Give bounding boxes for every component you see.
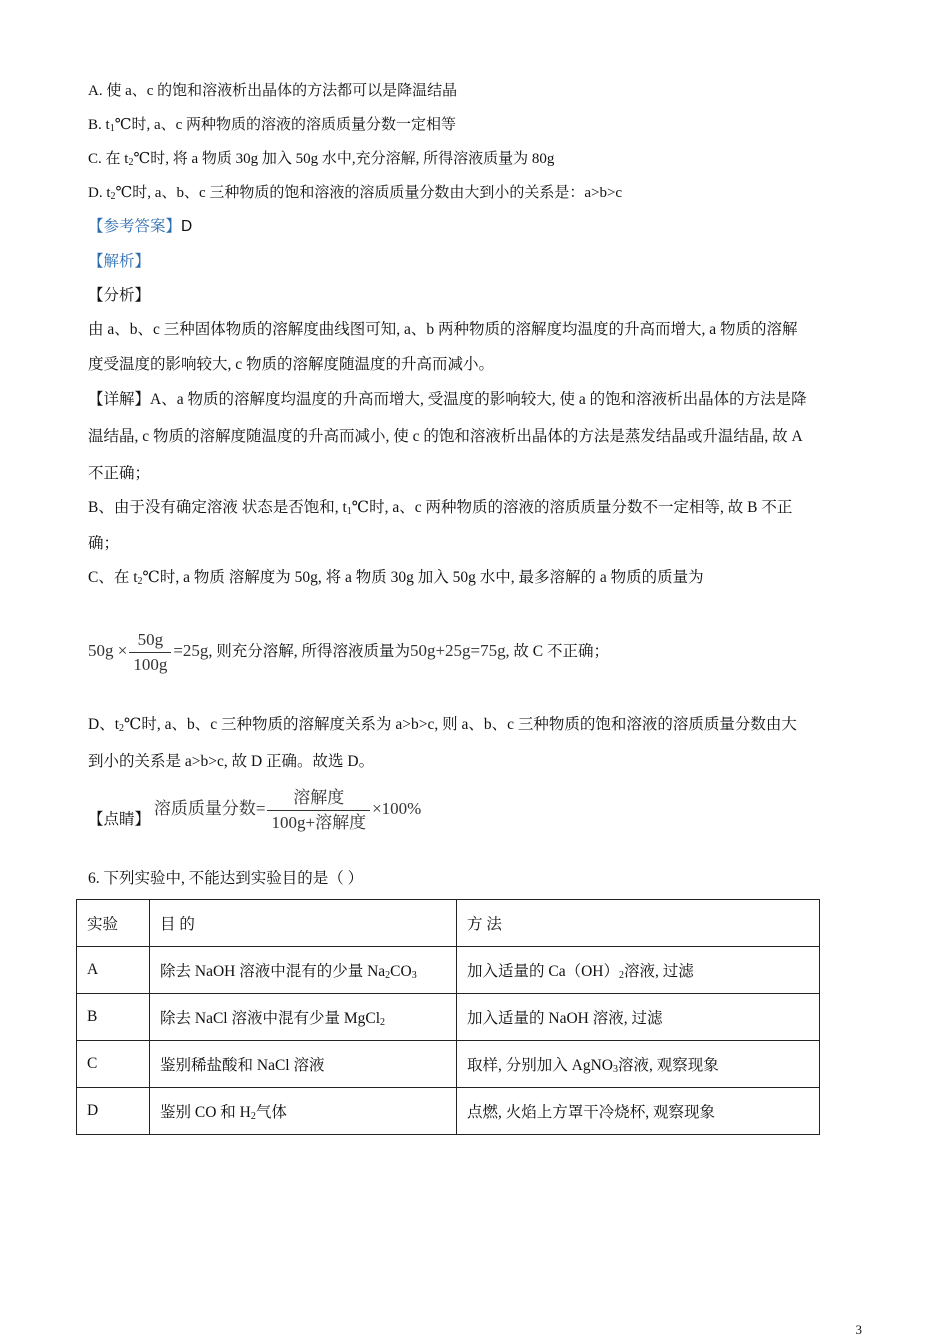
detail-d-suffix: ℃时, a、b、c 三种物质的溶解度关系为 a>b>c, 则 a、b、c 三种物质的饱和溶液的溶质质量分数由大 [124,716,797,733]
detail-b-prefix: B、由于没有确定溶液 状态是否饱和, t [88,499,347,516]
method-text: 取样, 分别加入 AgNO [467,1057,613,1074]
option-b-prefix: B. t [88,117,110,133]
detail-c-formula-line [88,630,609,675]
method-text-b: 溶液, 观察现象 [617,1057,719,1074]
fenxi-line-2: 度受温度的影响较大, c 物质的溶解度随温度的升高而减小。 [88,356,495,373]
detail-d-line-2: 到小的关系是 a>b>c, 故 D 正确。故选 D。 [88,753,375,770]
table-row [77,947,820,994]
purpose-text: 鉴别 CO 和 H [160,1104,251,1121]
option-d [88,182,622,204]
row-method [457,947,820,994]
fenxi-label: 【分析】 [88,287,151,304]
detail-b-suffix: ℃时, a、c 两种物质的溶液的溶质质量分数不一定相等, 故 B 不正 [351,499,793,516]
option-b-suffix: ℃时, a、c 两种物质的溶液的溶质质量分数一定相等 [114,117,457,133]
detail-c-text-mid: , 则充分溶解, 所得溶液质量为 [208,643,410,661]
option-b-sub: 1 [109,123,115,134]
row-method: 加入适量的 NaOH 溶液, 过滤 [457,994,820,1041]
dianjing-label: 【点睛】 [88,811,151,829]
detail-c-line-1 [88,567,704,589]
detail-c-sub: 2 [137,576,143,587]
detail-d-prefix: D、t [88,716,120,733]
table-row [77,1088,820,1135]
dianjing-line [88,788,421,840]
purpose-sub: 2 [380,1017,386,1028]
purpose-text: 除去 NaCl 溶液中混有少量 MgCl [160,1010,381,1027]
fraction-numerator: 50g [129,630,171,653]
purpose-sub: 2 [250,1111,256,1122]
detail-a-line-3: 不正确； [88,465,151,482]
option-d-prefix: D. t [88,185,111,201]
detail-a-line-2: 温结晶, c 物质的溶解度随温度的升高而减小, 使 c 的饱和溶液析出晶体的方法是蒸发结晶或升温结晶, 故 A [88,428,803,445]
detail-d-line-1 [88,714,797,736]
detail-b-line-2: 确； [88,535,120,552]
reference-answer [88,216,192,238]
purpose-text: 除去 NaOH 溶液中混有的少量 Na [160,963,386,980]
purpose-sub-2: 3 [411,970,417,981]
detail-b-sub: 1 [346,506,352,517]
dianjing-fraction [267,788,370,833]
method-text-b: 溶液, 过滤 [623,963,694,980]
table-header-row [77,900,820,947]
option-b [88,114,456,136]
option-c-sub: 2 [128,157,134,168]
header-cell-purpose: 目 的 [150,900,457,947]
detail-b-line-1 [88,497,792,519]
method-text: 加入适量的 Ca（OH） [467,963,619,980]
formula-result: =25g [173,641,209,661]
option-d-sub: 2 [110,191,116,202]
table-row [77,994,820,1041]
option-d-suffix: ℃时, a、b、c 三种物质的饱和溶液的溶质质量分数由大到小的关系是：a>b>c [115,185,623,201]
fraction-denominator: 100g [133,655,168,674]
dianjing-denominator: 100g+溶解度 [271,813,367,832]
formula-mass-times: 50g × [88,641,128,661]
detail-c-prefix: C、在 t [88,569,138,586]
detail-d-sub: 2 [119,723,125,734]
row-id: C [77,1041,150,1088]
row-id: B [77,994,150,1041]
q6-stem: 6. 下列实验中, 不能达到实验目的是（ ） [88,870,364,887]
option-a-text: A. 使 a、c 的饱和溶液析出晶体的方法都可以是降温结晶 [88,83,458,99]
detail-label: 【详解】 [88,391,151,408]
row-purpose [150,994,457,1041]
answer-value: D [181,218,193,235]
dianjing-numerator: 溶解度 [267,788,370,811]
purpose-sub: 2 [385,970,391,981]
detail-c-text-end: , 故 C 不正确； [505,643,609,661]
q6-table [76,899,820,1135]
row-purpose [150,1088,457,1135]
purpose-text-b: CO [390,963,412,980]
dianjing-rhs: ×100% [372,799,422,819]
method-sub: 3 [612,1064,618,1075]
purpose-text-b: 气体 [255,1104,287,1121]
row-method: 点燃, 火焰上方罩干冷烧杯, 观察现象 [457,1088,820,1135]
option-a [88,80,457,102]
option-c-suffix: ℃时, 将 a 物质 30g 加入 50g 水中,充分溶解, 所得溶液质量为 80g [133,151,555,167]
row-purpose: 鉴别稀盐酸和 NaCl 溶液 [150,1041,457,1088]
detail-c-suffix: ℃时, a 物质 溶解度为 50g, 将 a 物质 30g 加入 50g 水中, 最多溶解的 a 物质的质量为 [142,569,704,586]
header-cell-method: 方 法 [457,900,820,947]
page-number: 3 [855,1322,862,1337]
row-id: A [77,947,150,994]
header-cell-experiment: 实验 [77,900,150,947]
table-row [77,1041,820,1088]
method-sub: 2 [618,970,624,981]
row-method [457,1041,820,1088]
formula-fraction [129,630,171,675]
answer-label: 【参考答案】 [88,218,182,235]
row-purpose [150,947,457,994]
row-id: D [77,1088,150,1135]
analysis-label: 【解析】 [88,253,151,270]
detail-a-line-1 [88,389,807,411]
formula-sum: 50g+25g=75g [409,641,506,661]
option-c [88,148,554,170]
fenxi-line-1: 由 a、b、c 三种固体物质的溶解度曲线图可知, a、b 两种物质的溶解度均温度的升高而增大, a 物质的溶解 [88,321,798,338]
option-c-prefix: C. 在 t [88,151,129,167]
dianjing-lhs: 溶质质量分数= [153,799,266,819]
detail-a-text-1: A、a 物质的溶解度均温度的升高而增大, 受温度的影响较大, 使 a 的饱和溶液析出晶体的方法是降 [150,391,807,408]
